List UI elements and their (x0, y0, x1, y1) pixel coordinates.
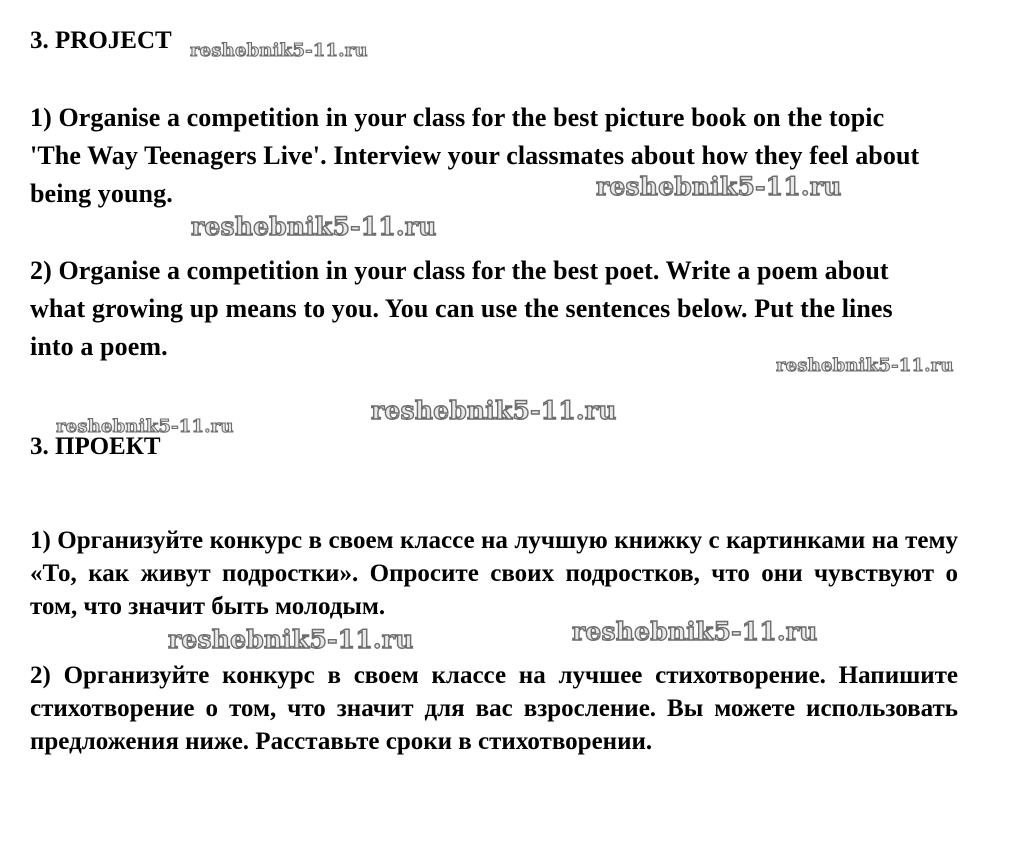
project-task-1-ru: 1) Организуйте конкурс в своем классе на лучшую книжку с картинками на тему «То, как живут подростки». Опросите своих подростков, что они чувствуют о том, что значит быть молодым. (30, 527, 958, 620)
project-heading-en: 3. PROJECT (30, 27, 172, 54)
project-task-2-en: 2) Organise a competition in your class for the best poet. Write a poem about what growing up means to you. You can use the sentences below. Put the lines into a poem. (30, 256, 893, 361)
project-task-1-en: 1) Organise a competition in your class for the best picture book on the topic 'The Way Teenagers Live'. Interview your classmates about how they feel about being young. (30, 103, 920, 208)
watermark: reshebnik5-11.ru (168, 625, 414, 654)
watermark: reshebnik5-11.ru (371, 396, 617, 425)
watermark: reshebnik5-11.ru (191, 212, 437, 241)
watermark: reshebnik5-11.ru (596, 172, 842, 201)
project-heading-ru: 3. ПРОЕКТ (30, 433, 161, 460)
watermark: reshebnik5-11.ru (190, 40, 368, 61)
project-task-2-ru: 2) Организуйте конкурс в своем классе на лучшее стихотворение. Напишите стихотворение о том, что значит для вас взросление. Вы можете использовать предложения ниже. Расставьте сроки в стихотворении. (30, 662, 958, 755)
watermark: reshebnik5-11.ru (56, 416, 234, 437)
watermark: reshebnik5-11.ru (572, 617, 818, 646)
watermark: reshebnik5-11.ru (776, 355, 954, 376)
